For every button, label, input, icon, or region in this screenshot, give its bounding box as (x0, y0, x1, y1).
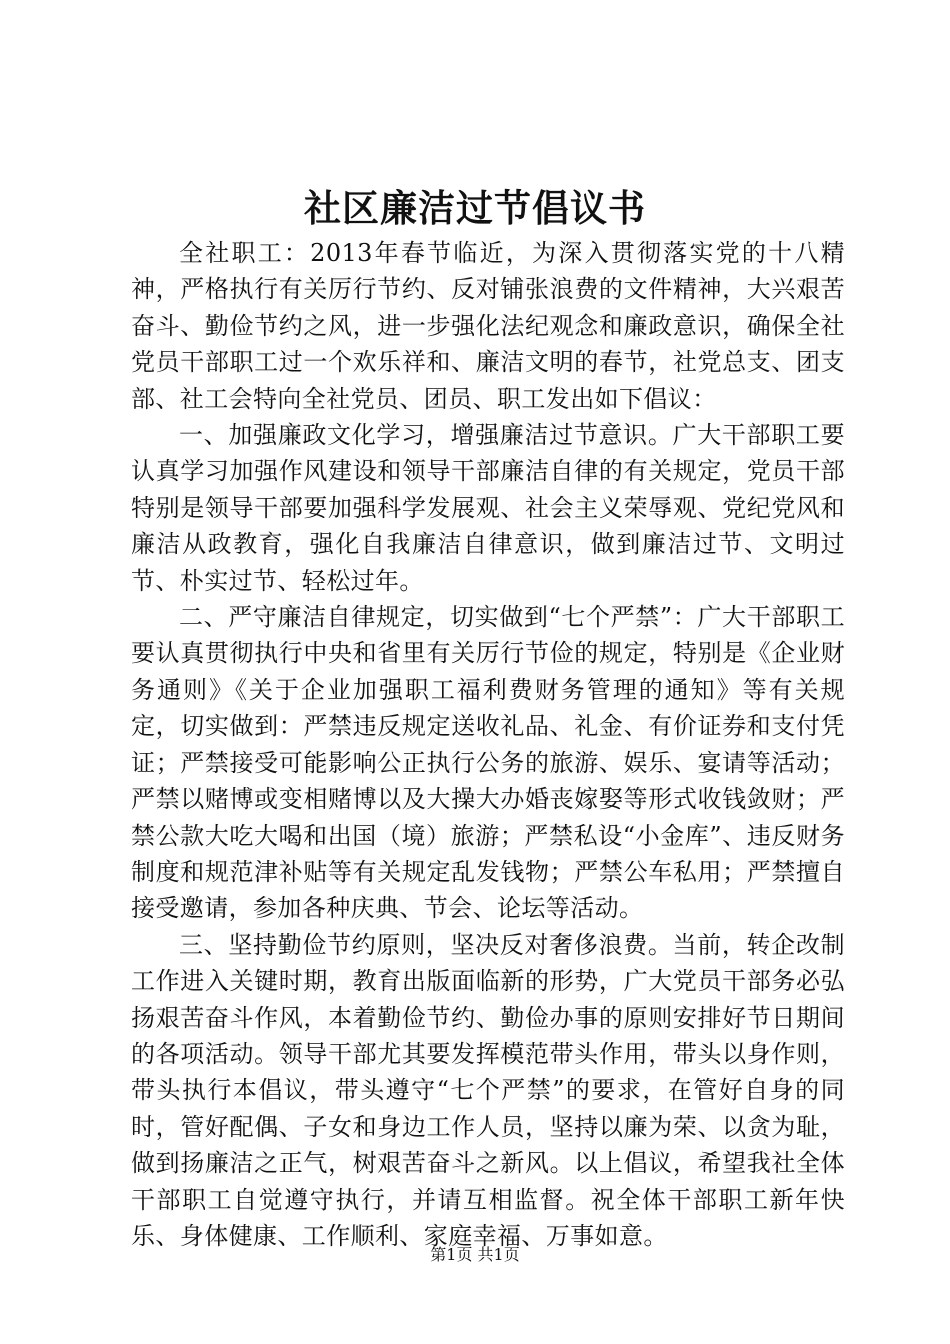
document-body (131, 235, 845, 1254)
proposal-paragraph-1: 一、加强廉政文化学习，增强廉洁过节意识。广大干部职工要认真学习加强作风建设和领导干部廉洁自律的有关规定，党员干部特别是领导干部要加强科学发展观、社会主义荣辱观、党纪党风和廉洁从政教育，强化自我廉洁自律意识，做到廉洁过节、文明过节、朴实过节、轻松过年。 (131, 421, 845, 595)
page-footer: 第1页 共1页 (430, 1245, 520, 1264)
intro-paragraph: 全社职工：2013年春节临近，为深入贯彻落实党的十八精神，严格执行有关厉行节约、反对铺张浪费的文件精神，大兴艰苦奋斗、勤俭节约之风，进一步强化法纪观念和廉政意识，确保全社党员干部职工过一个欢乐祥和、廉洁文明的春节，社党总支、团支部、社工会特向全社党员、团员、职工发出如下倡议： (131, 239, 845, 413)
proposal-paragraph-2: 二、严守廉洁自律规定，切实做到“七个严禁”：广大干部职工要认真贯彻执行中央和省里有关厉行节俭的规定，特别是《企业财务通则》《关于企业加强职工福利费财务管理的通知》等有关规定，切实做到：严禁违反规定送收礼品、礼金、有价证券和支付凭证；严禁接受可能影响公正执行公务的旅游、娱乐、宴请等活动；严禁以赌博或变相赌博以及大操大办婚丧嫁娶等形式收钱敛财；严禁公款大吃大喝和出国（境）旅游；严禁私设“小金库”、违反财务制度和规范津补贴等有关规定乱发钱物；严禁公车私用；严禁擅自接受邀请，参加各种庆典、节会、论坛等活动。 (131, 603, 845, 923)
proposal-paragraph-3: 三、坚持勤俭节约原则，坚决反对奢侈浪费。当前，转企改制工作进入关键时期，教育出版面临新的形势，广大党员干部务必弘扬艰苦奋斗作风，本着勤俭节约、勤俭办事的原则安排好节日期间的各项活动。领导干部尤其要发挥模范带头作用，带头以身作则，带头执行本倡议，带头遵守“七个严禁”的要求，在管好自身的同时，管好配偶、子女和身边工作人员，坚持以廉为荣、以贪为耻，做到扬廉洁之正气，树艰苦奋斗之新风。以上倡议，希望我社全体干部职工自觉遵守执行，并请互相监督。祝全体干部职工新年快乐、身体健康、工作顺利、家庭幸福、万事如意。 (131, 930, 845, 1250)
document-title: 社区廉洁过节倡议书 (304, 186, 646, 230)
